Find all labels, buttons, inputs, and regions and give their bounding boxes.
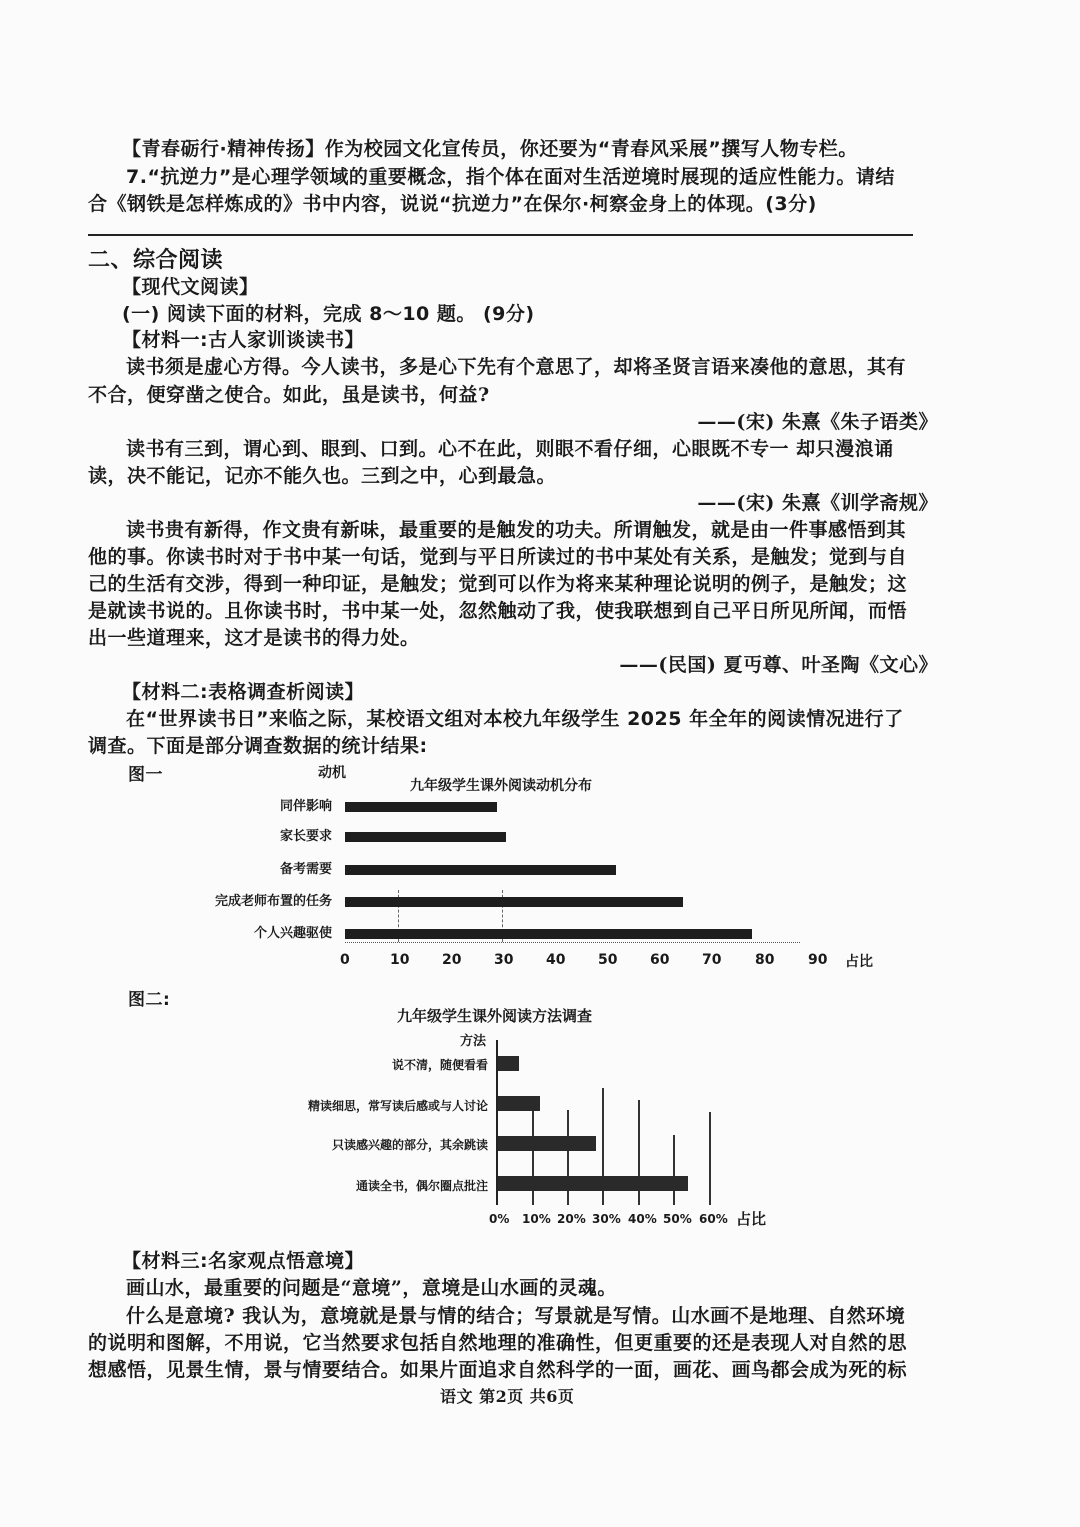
section-title: 二、综合阅读 <box>88 248 224 273</box>
chart2-xtick: 50% <box>663 1212 692 1226</box>
material1-p3-line2: 他的事。你读书时对于书中某一句话，觉到与平日所读过的书中某处有关系，是触发；觉到与自 <box>88 546 908 568</box>
material1-p2-source: ——(宋) 朱熹《训学斋规》 <box>697 492 938 514</box>
material3-line4: 想感悟，见景生情，景与情要结合。如果片面追求自然科学的一面，画花、画鸟都会成为死的标 <box>88 1359 908 1381</box>
chart1-bar <box>345 865 616 875</box>
chart2-xlabel: 占比 <box>736 1210 767 1228</box>
chart2-bar <box>498 1096 540 1111</box>
chart1-title: 九年级学生课外阅读动机分布 <box>410 778 592 794</box>
material3-line1: 画山水，最重要的问题是“意境”，意境是山水画的灵魂。 <box>126 1277 617 1299</box>
chart2-bar <box>498 1056 519 1071</box>
material3-line3: 的说明和图解，不用说，它当然要求包括自然地理的准确性，但更重要的还是表现人对自然的思 <box>88 1332 908 1354</box>
chart1-xtick: 40 <box>546 952 566 968</box>
material1-p1-source: ——(宋) 朱熹《朱子语类》 <box>697 411 938 433</box>
chart1-category-label: 备考需要 <box>279 862 332 877</box>
material2-intro-line1: 在“世界读书日”来临之际，某校语文组对本校九年级学生 2025 年全年的阅读情况进行了 <box>126 708 904 730</box>
chart2-xtick: 30% <box>592 1212 621 1226</box>
chart2-bar <box>498 1176 688 1191</box>
chart1-ylabel: 动机 <box>318 765 346 781</box>
chart1-xtick: 70 <box>702 952 722 968</box>
chart1-xtick: 90 <box>808 952 828 968</box>
material1-heading: 【材料一:古人家训谈读书】 <box>122 329 365 351</box>
q7-question-line1: 7.“抗逆力”是心理学领域的重要概念，指个体在面对生活逆境时展现的适应性能力。请结 <box>126 166 895 188</box>
material3-heading: 【材料三:名家观点悟意境】 <box>122 1250 365 1272</box>
material1-p3-line4: 是就读书说的。且你读书时，书中某一处，忽然触动了我，使我联想到自己平日所见所闻，而悟 <box>88 600 908 622</box>
chart2-category-label: 通读全书，偶尔圈点批注 <box>355 1179 488 1193</box>
chart1-x-axis <box>345 942 800 943</box>
section-instruction: (一) 阅读下面的材料，完成 8～10 题。 (9分) <box>122 303 535 325</box>
chart1-xtick: 50 <box>598 952 618 968</box>
chart2-gridline <box>709 1112 711 1205</box>
chart1-xlabel: 占比 <box>845 954 873 970</box>
chart1-bar <box>345 832 506 842</box>
chart1-xtick: 60 <box>650 952 670 968</box>
section-divider <box>88 234 913 236</box>
q7-intro: 【青春砺行·精神传扬】作为校园文化宣传员，你还要为“青春风采展”撰写人物专栏。 <box>122 138 858 160</box>
chart1-xtick: 30 <box>494 952 514 968</box>
material1-p1-line1: 读书须是虚心方得。今人读书，多是心下先有个意思了，却将圣贤言语来凑他的意思，其有 <box>126 356 907 378</box>
chart2-xtick: 40% <box>628 1212 657 1226</box>
chart2-xtick: 20% <box>557 1212 586 1226</box>
chart2-gridline <box>673 1135 675 1205</box>
figure2-label: 图二: <box>128 990 171 1010</box>
chart1-xtick: 20 <box>442 952 462 968</box>
chart1-category-label: 同伴影响 <box>279 799 332 814</box>
material1-p1-line2: 不合，便穿凿之使合。如此，虽是读书，何益? <box>88 384 490 406</box>
material1-p3-line5: 出一些道理来，这才是读书的得力处。 <box>88 627 420 649</box>
material3-line2: 什么是意境? 我认为，意境就是景与情的结合；写景就是写情。山水画不是地理、自然环境 <box>126 1305 906 1327</box>
chart2-xtick: 0% <box>489 1212 510 1226</box>
chart1-bar <box>345 802 497 812</box>
chart1-xtick: 10 <box>390 952 410 968</box>
chart2-category-label: 只读感兴趣的部分，其余跳读 <box>331 1138 488 1152</box>
material1-p3-line1: 读书贵有新得，作文贵有新味，最重要的是触发的功夫。所谓触发，就是由一件事感悟到其 <box>126 519 907 541</box>
chart2-category-label: 精读细思，常写读后感或与人讨论 <box>307 1099 488 1113</box>
chart1-bar <box>345 929 752 939</box>
material2-heading: 【材料二:表格调查析阅读】 <box>122 681 365 703</box>
page-footer: 语文 第2页 共6页 <box>440 1387 575 1406</box>
material1-p3-source: ——(民国) 夏丏尊、叶圣陶《文心》 <box>619 654 938 676</box>
chart2-xtick: 60% <box>699 1212 728 1226</box>
chart2-category-label: 说不清，随便看看 <box>391 1058 488 1072</box>
chart2-bar <box>498 1136 596 1151</box>
chart2-ylabel: 方法 <box>460 1034 487 1049</box>
chart1-xtick: 0 <box>340 952 350 968</box>
figure1-label: 图一 <box>128 765 163 785</box>
material1-p2-line2: 读，决不能记，记亦不能久也。三到之中，心到最急。 <box>88 465 557 487</box>
section-subtitle: 【现代文阅读】 <box>122 276 259 298</box>
material1-p2-line1: 读书有三到，谓心到、眼到、口到。心不在此，则眼不看仔细，心眼既不专一 却只漫浪诵 <box>126 438 894 460</box>
chart1-category-label: 个人兴趣驱使 <box>253 926 332 941</box>
q7-question-line2: 合《钢铁是怎样炼成的》书中内容，说说“抗逆力”在保尔·柯察金身上的体现。(3分) <box>88 193 817 215</box>
chart1-xtick: 80 <box>755 952 775 968</box>
chart1-bar <box>345 897 683 907</box>
chart2-title: 九年级学生课外阅读方法调查 <box>397 1007 593 1025</box>
chart1-category-label: 完成老师布置的任务 <box>214 894 332 909</box>
material1-p3-line3: 己的生活有交涉，得到一种印证，是触发；觉到可以作为将来某种理论说明的例子，是触发；这 <box>88 573 908 595</box>
material2-intro-line2: 调查。下面是部分调查数据的统计结果: <box>88 735 428 757</box>
chart1-category-label: 家长要求 <box>279 829 332 844</box>
chart2-xtick: 10% <box>522 1212 551 1226</box>
